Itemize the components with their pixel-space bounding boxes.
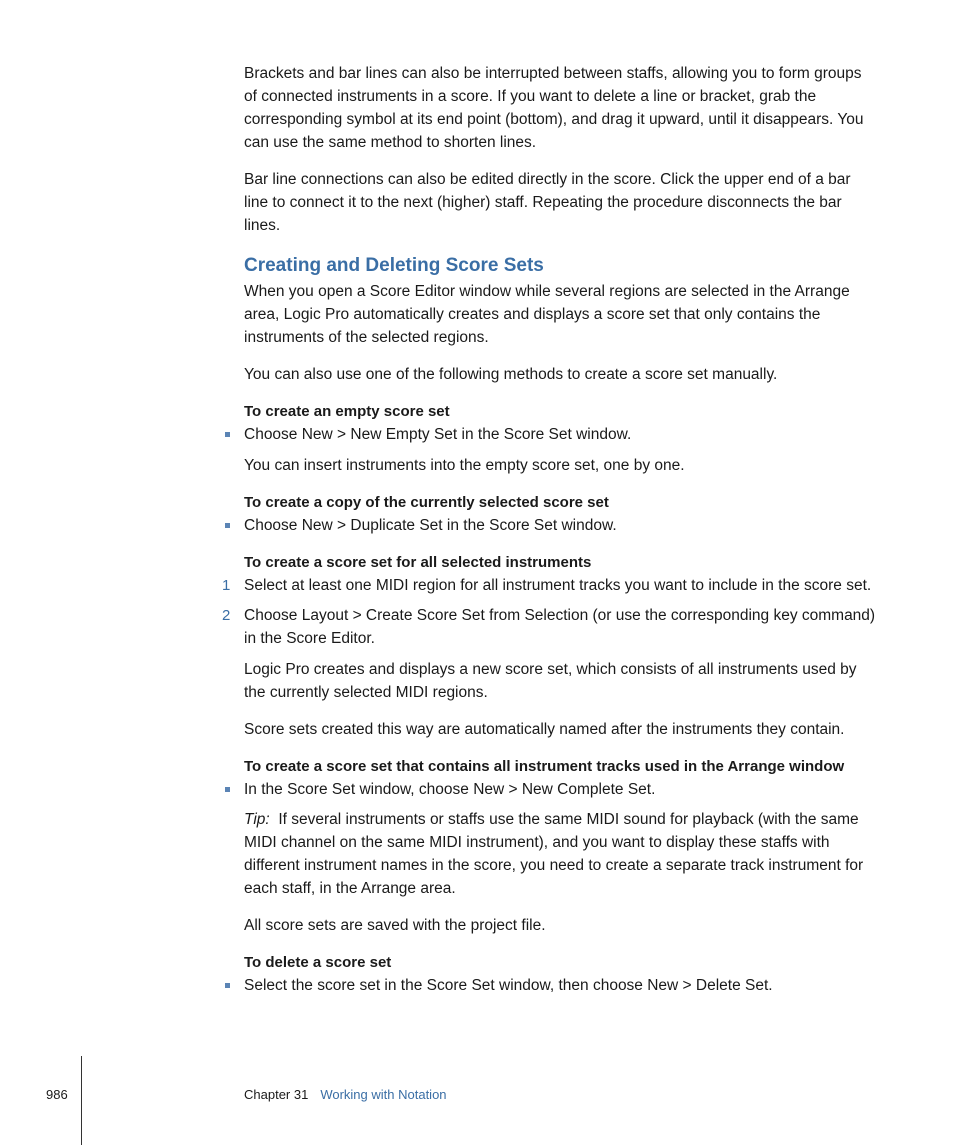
step-text: Choose New > New Empty Set in the Score Set window. — [244, 426, 632, 443]
chapter-label: Chapter 31 — [244, 1087, 309, 1102]
bullet-icon — [225, 787, 230, 792]
step-text: Choose New > Duplicate Set in the Score Set window. — [244, 517, 617, 534]
bullet-icon — [225, 983, 230, 988]
bullet-icon — [225, 523, 230, 528]
numbered-step — [222, 574, 876, 597]
bullet-icon — [225, 432, 230, 437]
chapter-reference — [244, 1086, 447, 1104]
list-item — [244, 974, 876, 997]
task-note: You can insert instruments into the empty score set, one by one. — [244, 457, 685, 474]
list-item — [244, 514, 876, 537]
task-title-copy-set: To create a copy of the currently selected score set — [244, 494, 609, 511]
tip-paragraph — [244, 808, 876, 900]
list-item — [244, 423, 876, 446]
task-title-empty-set: To create an empty score set — [244, 403, 450, 420]
step-number: 1 — [222, 577, 231, 594]
step-number: 2 — [222, 607, 231, 624]
section-intro: When you open a Score Editor window while several regions are selected in the Arrange area, Logic Pro automatically creates and displays a score set that only contains the instruments of the selected regions. — [244, 283, 850, 346]
task-title-delete-set: To delete a score set — [244, 954, 392, 971]
task-result: Logic Pro creates and displays a new score set, which consists of all instruments used by the currently selected MIDI regions. — [244, 661, 857, 701]
task-title-complete-set: To create a score set that contains all instrument tracks used in the Arrange window — [244, 758, 845, 775]
page-footer — [0, 1086, 954, 1145]
list-item — [244, 778, 876, 801]
paragraph-bar-line-connections: Bar line connections can also be edited directly in the score. Click the upper end of a bar line to connect it to the next (higher) staff. Repeating the procedure disconnects the bar lines. — [244, 171, 851, 234]
chapter-title-link[interactable]: Working with Notation — [320, 1087, 447, 1102]
page-body — [222, 62, 876, 1004]
task-title-selected-instruments: To create a score set for all selected instruments — [244, 554, 592, 571]
step-text: Select at least one MIDI region for all instrument tracks you want to include in the score set. — [244, 577, 872, 594]
tip-text: If several instruments or staffs use the same MIDI sound for playback (with the same MIDI channel on the same MIDI instrument), and you want to display these staffs with different instrument names in the score, you need to create a separate track instrument for each staff, in the Arrange area. — [244, 811, 864, 897]
paragraph-brackets: Brackets and bar lines can also be interrupted between staffs, allowing you to form groups of connected instruments in a score. If you want to delete a line or bracket, grab the corresponding symbol at its end point (bottom), and drag it upward, until it disappears. You can use the same method to shorten lines. — [244, 65, 864, 151]
page-number: 986 — [46, 1087, 68, 1102]
task-note: Score sets created this way are automatically named after the instruments they contain. — [244, 721, 845, 738]
section-heading: Creating and Deleting Score Sets — [244, 255, 544, 276]
numbered-step — [222, 604, 876, 650]
step-text: Select the score set in the Score Set window, then choose New > Delete Set. — [244, 977, 773, 994]
section-intro-methods: You can also use one of the following methods to create a score set manually. — [244, 366, 778, 383]
step-text: Choose Layout > Create Score Set from Selection (or use the corresponding key command) in the Score Editor. — [244, 607, 876, 647]
tip-label: Tip: — [244, 811, 270, 828]
footer-divider — [81, 1056, 82, 1145]
step-text: In the Score Set window, choose New > New Complete Set. — [244, 781, 656, 798]
task-note: All score sets are saved with the project file. — [244, 917, 546, 934]
